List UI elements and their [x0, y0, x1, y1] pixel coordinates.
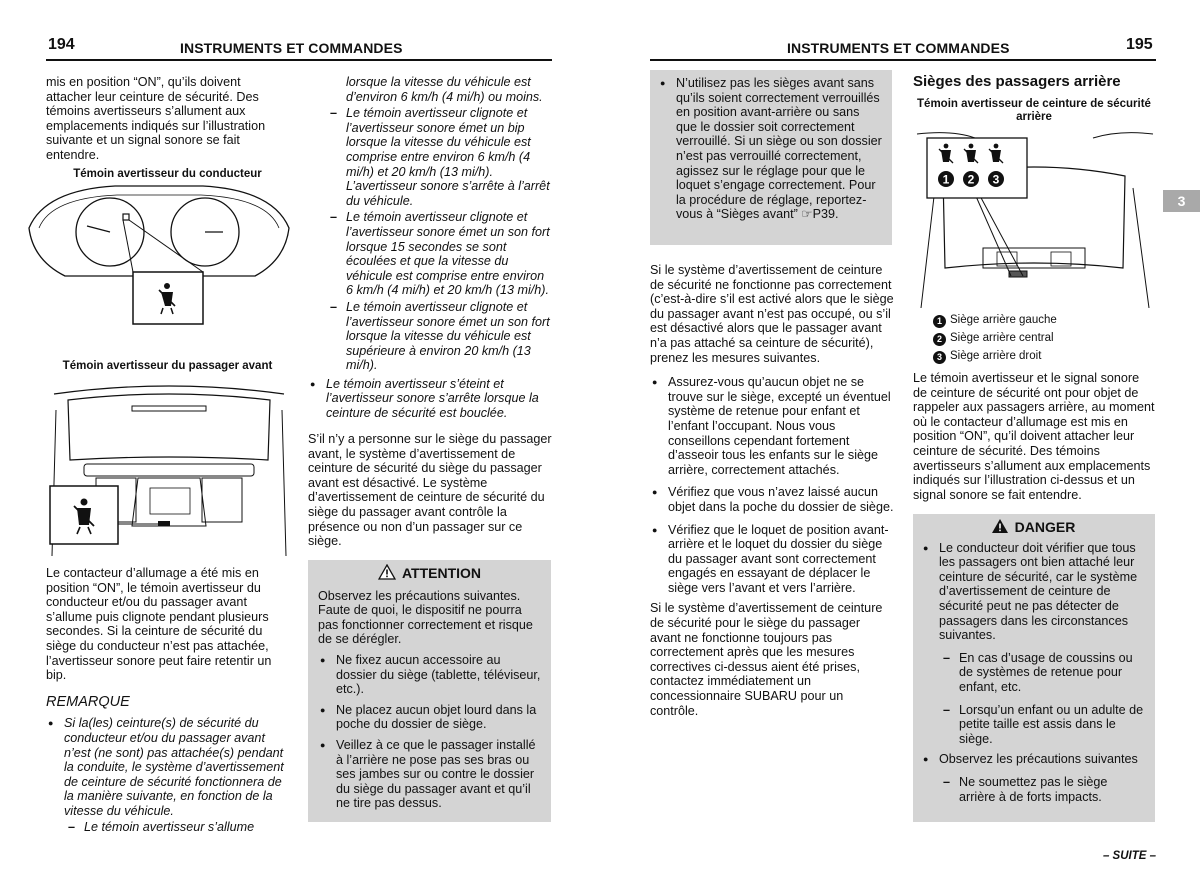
left-running-title: INSTRUMENTS ET COMMANDES: [180, 40, 403, 56]
right-page-number: 195: [1126, 36, 1153, 53]
right-running-title: INSTRUMENTS ET COMMANDES: [787, 40, 1010, 56]
dash-item: – Le témoin avertisseur s’allume: [64, 820, 291, 835]
legend-item: [933, 331, 1155, 346]
attention-box: [308, 560, 551, 822]
rear-seats-heading: Sièges des passagers arrière: [913, 73, 1121, 90]
legend-item: [933, 313, 1155, 328]
continued-marker: – SUITE –: [1102, 850, 1156, 862]
dash-item: – Le témoin avertisseur clignote et l’avertisseur sonore émet un son fort lorsque 15 secondes se sont écoulées et que la vitesse du véhicule est comprise entre environ 6 km/h (4 mi/h) et 20 km/h (13 mi/h).: [326, 210, 552, 298]
seat-lock-box: [650, 70, 892, 245]
chapter-tab[interactable]: 3: [1163, 190, 1200, 212]
passenger-detection-paragraph: S’il n’y a personne sur le siège du passager avant, le système d’avertissement de ceinture de sécurité du siège du passager avant est désactivé. Le système d’avertissement de ceinture de sécurité du siège du passager avant contrôle la présence ou non d’un passager sur ce siège.: [308, 432, 552, 549]
legend-label: Siège arrière central: [950, 332, 1054, 344]
check-item: ● Vérifiez que le loquet de position avant-arrière et le loquet du dossier du siège du passager avant sont correctement engagés en essayant de déplacer le siège vers l’avant et vers l’arrière.: [650, 523, 894, 596]
legend-item: [933, 349, 1155, 364]
column-3: [650, 263, 894, 724]
rear-warning-paragraph: Le témoin avertisseur et le signal sonore de ceinture de sécurité ont pour objet de rappeler aux passagers arrière, au moment où le contacteur d’allumage est mis en position “ON”, qu’il doivent attacher leur ceinture de sécurité. Des témoins avertisseurs s’allument aux emplacements indiqués sur l’illustration ci-dessus et un signal sonore se fait entendre.: [913, 371, 1155, 502]
danger-dash-item: – Lorsqu’un enfant ou un adulte de petite taille est assis dans le siège.: [939, 703, 1145, 747]
warning-icon: [378, 564, 396, 580]
warning-icon: [991, 518, 1009, 534]
check-item: ● Vérifiez que vous n’avez laissé aucun objet dans la poche du dossier de siège.: [650, 485, 894, 514]
rear-figure-caption: Témoin avertisseur de ceinture de sécurité arrière: [917, 98, 1151, 123]
dash-item: – Le témoin avertisseur clignote et l’avertisseur sonore émet un bip lorsque la vitesse du véhicule est comprise entre environ 6 km/h (4 mi/h) et 20 km/h (13 mi/h). L’avertisseur sonore s’arrête à l’arrêt du véhicule.: [326, 106, 552, 208]
malfunction-paragraph: Si le système d’avertissement de ceinture de sécurité ne fonctionne pas correctement (c’est-à-dire s’il est activé alors que le siège du passager avant n’est pas occupé, ou s’il est désactivé alors que le passager avant n’a pas attaché sa ceinture de sécurité), prenez les mesures suivantes.: [650, 263, 894, 365]
attention-heading: [318, 560, 541, 587]
intro-paragraph: mis en position “ON”, qu’ils doivent attacher leur ceinture de sécurité. Des témoins avertisseurs s’allument aux emplacements indiqués sur l’illustration suivante et un signal sonore se fait entendre.: [46, 75, 266, 162]
rear-legend: [933, 313, 1155, 367]
driver-warning-figure: [25, 180, 293, 340]
driver-figure-caption: Témoin avertisseur du conducteur: [73, 167, 262, 180]
marker-1-label: 1: [942, 172, 950, 187]
danger-item: [921, 752, 1145, 804]
ignition-paragraph: Le contacteur d’allumage a été mis en position “ON”, le témoin avertisseur du conducteur et/ou du passager avant s’allume puis clignote pendant plusieurs secondes. Si la ceinture de sécurité du siège du conducteur n’est pas attachée, l’avertisseur sonore peut faire retentir un bip.: [46, 566, 272, 683]
attention-item: ● Veillez à ce que le passager installé à l’arrière ne pose pas ses bras ou ses jambes sur ou contre le dossier du siège du passager avant et qu’il ne tire pas dessus.: [318, 738, 541, 811]
column-1: [46, 75, 289, 181]
attention-title: ATTENTION: [401, 565, 482, 581]
column-2-lower: [308, 432, 552, 555]
legend-label: Siège arrière droit: [950, 350, 1042, 362]
dash-item: – Le témoin avertisseur clignote et l’avertisseur sonore émet un son fort lorsque la vitesse du véhicule est supérieure à environ 20 km/h (13 mi/h).: [326, 300, 552, 373]
danger-box: [913, 514, 1155, 822]
remarque-heading: REMARQUE: [46, 693, 130, 710]
danger-dash-item: – Ne soumettez pas le siège arrière à de forts impacts.: [939, 775, 1145, 804]
right-header-rule: [650, 59, 1156, 61]
dash-item-continued: lorsque la vitesse du véhicule est d’environ 6 km/h (4 mi/h) ou moins.: [346, 75, 543, 104]
left-header-rule: [46, 59, 552, 61]
danger-text: Le conducteur doit vérifier que tous les passagers ont bien attaché leur ceinture de sécurité, car le système d’avertissement de ceinture de sécurité peut ne pas détecter de passagers dans les circonstances suivantes.: [939, 540, 1138, 643]
attention-item: ● Ne placez aucun objet lourd dans la poche du dossier de siège.: [318, 703, 541, 732]
rear-warning-figure: [913, 128, 1156, 308]
attention-item: ● Ne fixez aucun accessoire au dossier du siège (tablette, téléviseur, etc.).: [318, 653, 541, 697]
remarque-item: [46, 716, 291, 834]
legend-num: 1: [933, 315, 946, 328]
danger-text: Observez les précautions suivantes: [939, 752, 1138, 767]
attention-intro: Observez les précautions suivantes. Faute de quoi, le dispositif ne pourra pas fonctionner correctement et risque de se dérégler.: [318, 588, 533, 647]
dealer-paragraph: Si le système d’avertissement de ceinture de sécurité pour le siège du passager avant ne fonctionne toujours pas correctement après que les mesures correctives ci-dessus aient été prises, contactez immédiatement un concessionnaire SUBARU pour un contrôle.: [650, 601, 883, 718]
legend-label: Siège arrière gauche: [950, 314, 1057, 326]
marker-3-label: 3: [992, 172, 1000, 187]
passenger-figure-caption: Témoin avertisseur du passager avant: [62, 360, 273, 372]
column-2: [308, 75, 552, 427]
danger-heading: [921, 514, 1145, 541]
front-passenger-warning-figure: [46, 380, 292, 556]
danger-title: DANGER: [1014, 519, 1076, 535]
legend-num: 3: [933, 351, 946, 364]
marker-2-label: 2: [967, 172, 975, 187]
remarque-item: ● Le témoin avertisseur s’éteint et l’avertisseur sonore s’arrête lorsque la ceinture de sécurité est bouclée.: [308, 377, 552, 421]
left-page-number: 194: [48, 36, 75, 53]
column-1-lower: [46, 566, 291, 840]
danger-item: [921, 541, 1145, 747]
danger-dash-item: – En cas d’usage de coussins ou de systèmes de retenue pour enfant, etc.: [939, 651, 1145, 695]
check-item: ● Assurez-vous qu’aucun objet ne se trouve sur le siège, excepté un éventuel système de retenue pour enfant et l’enfant l’occupant. Nous vous conseillons cependant fortement d’asseoir tous les enfants sur le siège arrière, correctement attachés.: [650, 375, 894, 477]
seat-lock-item: ● N’utilisez pas les sièges avant sans qu’ils soient correctement verrouillés en position avant-arrière ou sans que le dossier soit correctement verrouillé. Si un siège ou son dossier n’est pas verrouillé correctement, agissez sur le réglage pour que le loquet s’engage correctement. Pour la procédure de réglage, reportez-vous à “Sièges avant” ☞P39.: [658, 76, 882, 222]
legend-num: 2: [933, 333, 946, 346]
column-4: [913, 371, 1156, 508]
remarque-text: Si la(les) ceinture(s) de sécurité du conducteur et/ou du passager avant n’est (ne sont) pas attachée(s) pendant la conduite, le système d’avertissement de ceinture de sécurité fonctionnera de la manière suivante, en fonction de la vitesse du véhicule.: [64, 716, 284, 818]
